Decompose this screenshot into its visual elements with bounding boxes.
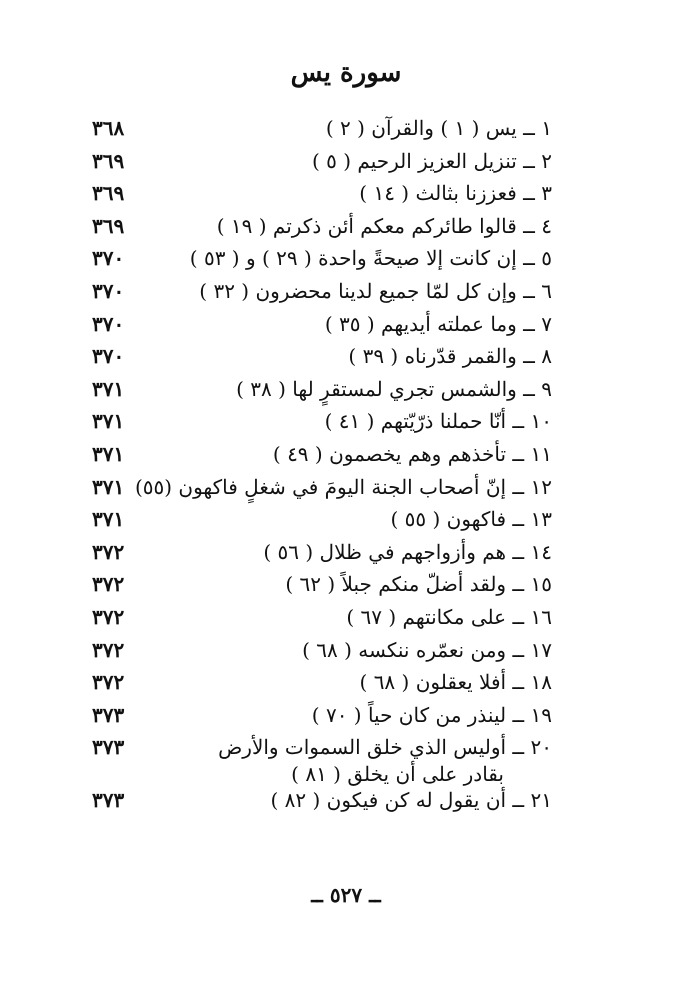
- entry-page-number: ٣٧٠: [92, 246, 125, 271]
- entry-text: ١٣ ــ فاكهون ( ٥٥ ): [390, 507, 552, 532]
- index-entry: [0, 340, 692, 373]
- page-number-footer: ــ ٥٢٧ ــ: [311, 883, 381, 907]
- index-entry: [0, 210, 692, 243]
- entry-text: ٢١ ــ أن يقول له كن فيكون ( ٨٢ ): [270, 788, 552, 813]
- entry-page-number: ٣٧٣: [92, 735, 125, 760]
- entry-page-number: ٣٧٠: [92, 344, 125, 369]
- entry-text: ١٧ ــ ومن نعمّره ننكسه ( ٦٨ ): [302, 637, 552, 662]
- entry-page-number: ٣٦٨: [92, 116, 125, 140]
- entry-page-number: ٣٧١: [92, 441, 125, 466]
- entry-text: ١٦ ــ على مكانتهم ( ٦٧ ): [346, 604, 552, 629]
- index-entry: [0, 568, 692, 601]
- entry-page-number: ٣٧٠: [92, 311, 125, 336]
- entry-text: ٤ ــ قالوا طائركم معكم أئن ذكرتم ( ١٩ ): [216, 213, 552, 238]
- entry-text: ٩ ــ والشمس تجري لمستقرٍ لها ( ٣٨ ): [236, 376, 552, 401]
- entry-text: ١٨ ــ أفلا يعقلون ( ٦٨ ): [359, 670, 552, 695]
- index-entry: [0, 373, 692, 406]
- entry-page-number: ٣٧٠: [92, 278, 125, 303]
- index-entry: [0, 471, 692, 504]
- index-entry: [0, 275, 692, 308]
- entry-page-number: ٣٦٩: [92, 181, 125, 206]
- entry-page-number: ٣٧٣: [92, 788, 125, 813]
- index-entry: [0, 666, 692, 699]
- entry-text: ١٥ ــ ولقد أضلّ منكم جبلاً ( ٦٢ ): [285, 572, 552, 597]
- entry-page-number: ٣٧١: [92, 474, 125, 499]
- entry-page-number: ٣٦٩: [92, 213, 125, 238]
- entry-page-number: ٣٧٣: [92, 702, 125, 727]
- entry-page-number: ٣٧١: [92, 507, 125, 532]
- entry-text: ٣ ــ فعززنا بثالث ( ١٤ ): [359, 181, 552, 206]
- entry-text-line-2: بقادر على أن يخلق ( ٨١ ): [291, 762, 504, 787]
- index-entry: [0, 112, 692, 145]
- entry-page-number: ٣٧١: [92, 376, 125, 401]
- index-entry: [0, 536, 692, 569]
- entry-page-number: ٣٧٢: [92, 604, 125, 629]
- index-entry: [0, 405, 692, 438]
- entry-text: ١ ــ يس ( ١ ) والقرآن ( ٢ ): [325, 116, 552, 140]
- index-entry: [0, 177, 692, 210]
- entry-text: ١٢ ــ إنّ أصحاب الجنة اليومَ في شغلٍ فاكهون (٥٥): [134, 474, 552, 499]
- entry-text: ١٩ ــ لينذر من كان حياً ( ٧٠ ): [311, 702, 552, 727]
- entry-text-line-1: ٢٠ ــ أوليس الذي خلق السموات والأرض: [218, 735, 552, 760]
- entry-text: ٦ ــ وإن كل لمّا جميع لدينا محضرون ( ٣٢ ): [199, 278, 552, 303]
- entry-page-number: ٣٧٢: [92, 572, 125, 597]
- entry-text: ٧ ــ وما عملته أيديهم ( ٣٥ ): [324, 311, 552, 336]
- entry-page-number: ٣٧١: [92, 409, 125, 434]
- entry-text: ٨ ــ والقمر قدّرناه ( ٣٩ ): [348, 344, 552, 369]
- index-list: [0, 112, 692, 817]
- entry-text: ٢ ــ تنزيل العزيز الرحيم ( ٥ ): [311, 148, 552, 173]
- entry-text: ١٠ ــ أنّا حملنا ذرّيّتهم ( ٤١ ): [324, 409, 552, 434]
- index-entry: [0, 145, 692, 178]
- entry-page-number: ٣٧٢: [92, 637, 125, 662]
- surah-title: سورة يس: [290, 58, 402, 88]
- entry-page-number: ٣٧٢: [92, 539, 125, 564]
- entry-page-number: ٣٦٩: [92, 148, 125, 173]
- entry-page-number: ٣٧٢: [92, 670, 125, 695]
- entry-text: ١٤ ــ هم وأزواجهم في ظلال ( ٥٦ ): [263, 539, 552, 564]
- index-entry: [0, 242, 692, 275]
- index-entry: [0, 308, 692, 341]
- entry-text: ١١ ــ تأخذهم وهم يخصمون ( ٤٩ ): [272, 441, 552, 466]
- entry-text: ٥ ــ إن كانت إلا صيحةً واحدة ( ٢٩ ) و ( ٥٣ ): [189, 246, 552, 271]
- index-entry: [0, 731, 692, 787]
- index-entry: [0, 503, 692, 536]
- index-entry: [0, 699, 692, 732]
- index-entry: [0, 634, 692, 667]
- entry-text: [218, 734, 552, 788]
- index-entry: [0, 438, 692, 471]
- index-entry: [0, 601, 692, 634]
- index-entry: [0, 784, 692, 817]
